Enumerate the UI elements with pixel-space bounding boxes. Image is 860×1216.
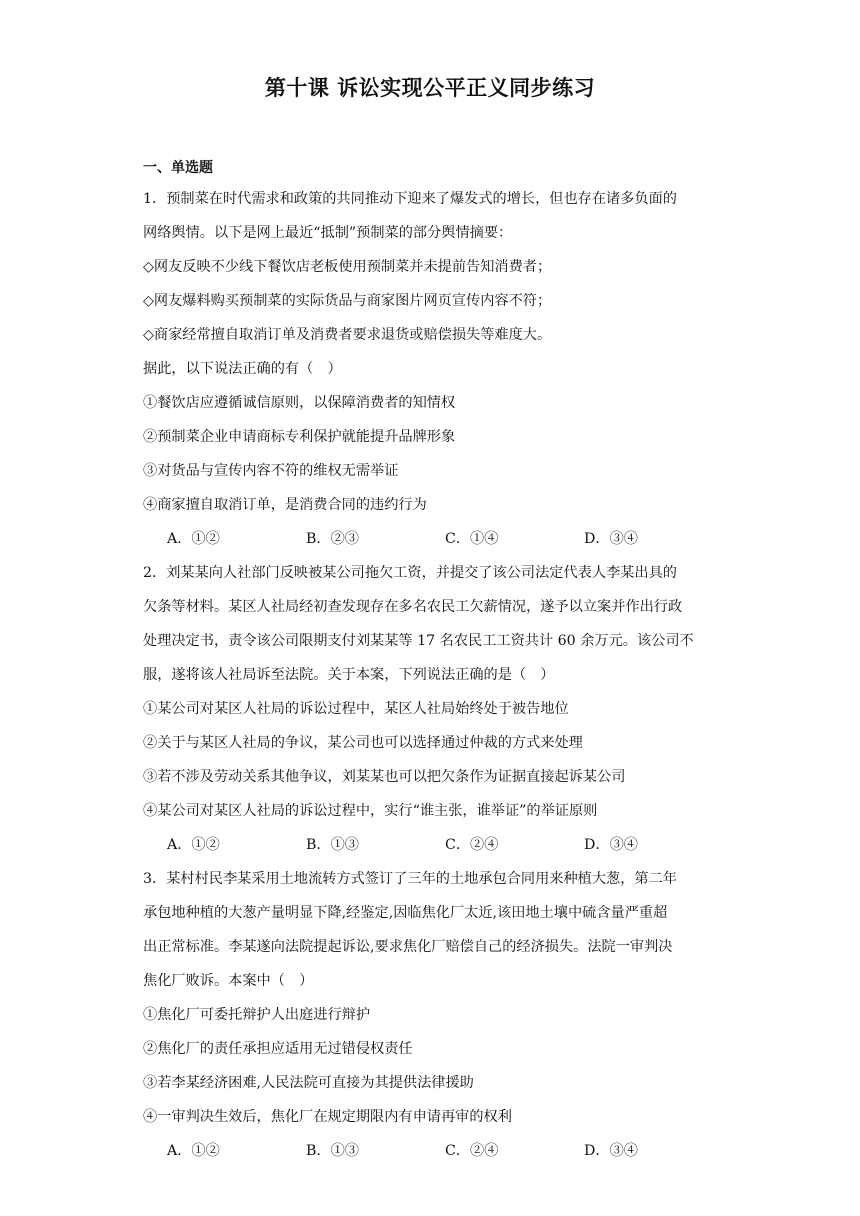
option-b: B．①③: [306, 837, 359, 853]
option-a: A．①②: [167, 1143, 220, 1159]
question-2-statement-4: ④某公司对某区人社局的诉讼过程中，实行“谁主张，谁举证”的举证原则: [143, 803, 598, 819]
section-heading: 一、单选题: [143, 160, 213, 176]
question-1-stem-line: 网络舆情。以下是网上最近“抵制”预制菜的部分舆情摘要：: [143, 225, 513, 241]
question-3-prompt: 焦化厂败诉。本案中（ ）: [143, 973, 314, 989]
question-3-statement-2: ②焦化厂的责任承担应适用无过错侵权责任: [143, 1041, 413, 1057]
question-2-stem-line: 2．刘某某向人社部门反映被某公司拖欠工资，并提交了该公司法定代表人李某出具的: [143, 565, 677, 581]
option-d: D．③④: [584, 531, 638, 547]
question-3-statement-1: ①焦化厂可委托辩护人出庭进行辩护: [143, 1007, 371, 1023]
question-3-stem-line: 承包地种植的大葱产量明显下降,经鉴定,因临焦化厂太近,该田地土壤中硫含量严重超: [143, 905, 668, 921]
option-a: A．①②: [167, 531, 220, 547]
question-1-statement-4: ④商家擅自取消订单，是消费合同的违约行为: [143, 497, 427, 513]
question-3-stem-line: 出正常标准。李某遂向法院提起诉讼,要求焦化厂赔偿自己的经济损失。法院一审判决: [143, 939, 673, 955]
question-1-stem-line: 1．预制菜在时代需求和政策的共同推动下迎来了爆发式的增长，但也存在诸多负面的: [143, 191, 677, 207]
option-a: A．①②: [167, 837, 220, 853]
question-1-statement-2: ②预制菜企业申请商标专利保护就能提升品牌形象: [143, 429, 456, 445]
question-2-prompt: 服，遂将该人社局诉至法院。关于本案，下列说法正确的是（ ）: [143, 667, 555, 683]
option-b: B．②③: [306, 531, 359, 547]
option-c: C．②④: [445, 837, 499, 853]
option-d: D．③④: [584, 1143, 638, 1159]
question-1-stem-line: ◇网友爆料购买预制菜的实际货品与商家图片网页宣传内容不符；: [143, 293, 552, 309]
question-3-stem-line: 3．某村村民李某采用土地流转方式签订了三年的土地承包合同用来种植大葱，第二年: [143, 871, 677, 887]
question-1-prompt: 据此，以下说法正确的有（ ）: [143, 361, 342, 377]
question-1-statement-3: ③对货品与宣传内容不符的维权无需举证: [143, 463, 399, 479]
page-title: 第十课 诉讼实现公平正义同步练习: [264, 76, 596, 100]
question-2-statement-3: ③若不涉及劳动关系其他争议，刘某某也可以把欠条作为证据直接起诉某公司: [143, 769, 626, 785]
question-1-statement-1: ①餐饮店应遵循诚信原则，以保障消费者的知情权: [143, 395, 456, 411]
question-3-options: [143, 1134, 723, 1168]
question-1: [143, 182, 723, 556]
option-c: C．①④: [445, 531, 499, 547]
question-3: [143, 862, 723, 1168]
document-body: [143, 155, 723, 1168]
question-2-stem-line: 欠条等材料。某区人社局经初查发现存在多名农民工欠薪情况，遂予以立案并作出行政: [143, 599, 683, 615]
question-2-options: [143, 828, 723, 862]
option-c: C．②④: [445, 1143, 499, 1159]
question-3-statement-4: ④一审判决生效后，焦化厂在规定期限内有申请再审的权利: [143, 1109, 512, 1125]
question-1-options: [143, 522, 723, 556]
question-2: [143, 556, 723, 862]
question-2-statement-1: ①某公司对某区人社局的诉讼过程中，某区人社局始终处于被告地位: [143, 701, 569, 717]
option-b: B．①③: [306, 1143, 359, 1159]
question-2-stem-line: 处理决定书，责令该公司限期支付刘某某等 17 名农民工工资共计 60 余万元。该公司不: [143, 633, 694, 649]
option-d: D．③④: [584, 837, 638, 853]
question-2-statement-2: ②关于与某区人社局的争议，某公司也可以选择通过仲裁的方式来处理: [143, 735, 583, 751]
question-1-stem-line: ◇网友反映不少线下餐饮店老板使用预制菜并未提前告知消费者；: [143, 259, 552, 275]
question-3-statement-3: ③若李某经济困难,人民法院可直接为其提供法律援助: [143, 1075, 474, 1091]
question-1-stem-line: ◇商家经常擅自取消订单及消费者要求退货或赔偿损失等难度大。: [143, 327, 552, 343]
